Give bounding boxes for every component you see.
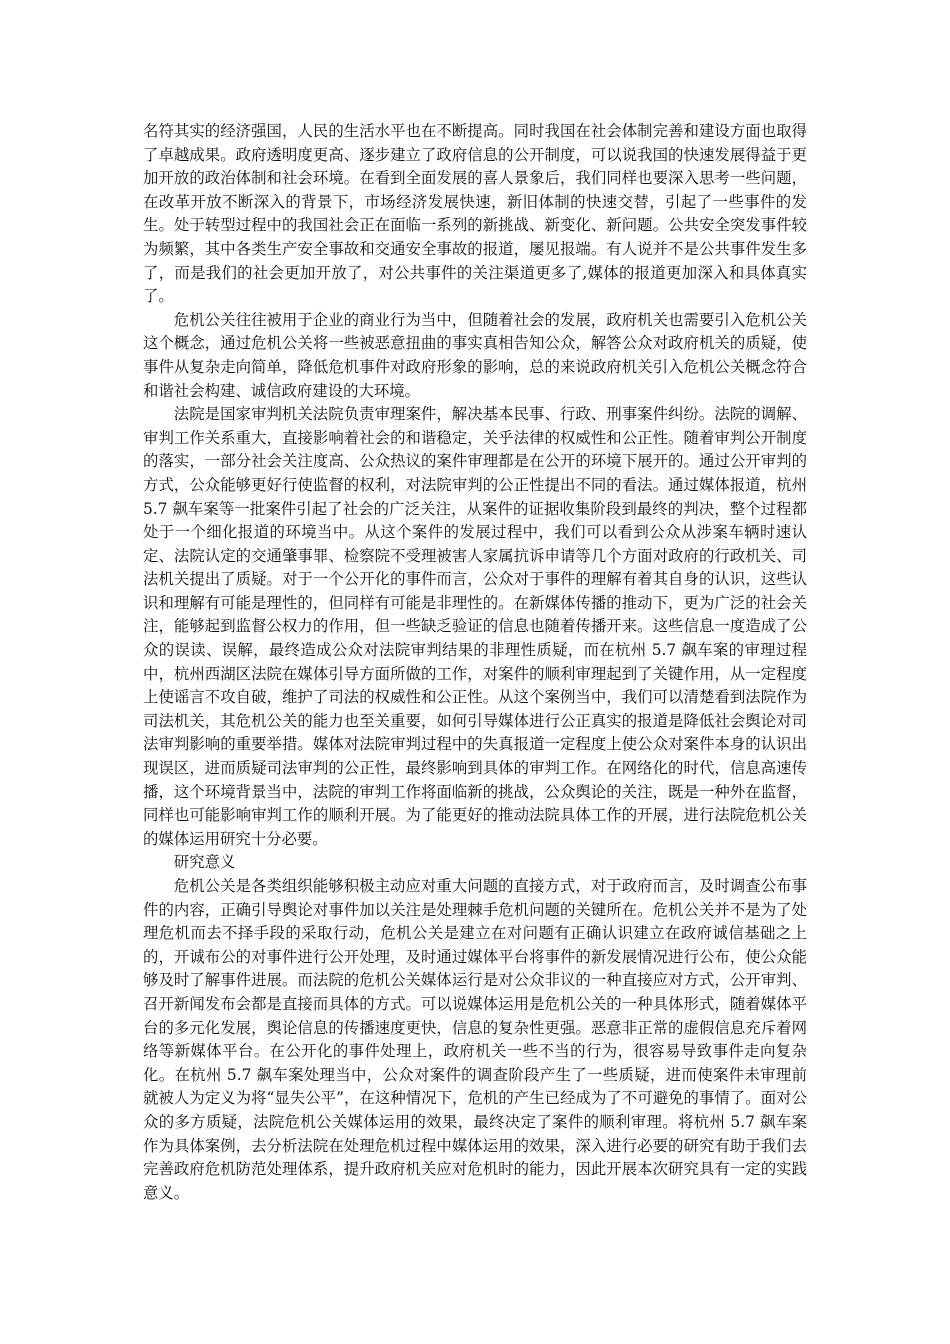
paragraph-economy: 名符其实的经济强国，人民的生活水平也在不断提高。同时我国在社会体制完善和建设方面也取得了卓越成果。政府透明度更高、逐步建立了政府信息的公开制度，可以说我国的快速发展得益于更加开放的政治体制和社会环境。在看到全面发展的喜人景象后，我们同样也要深入思考一些问题，在改革开放不断深入的背景下，市场经济发展快速，新旧体制的快速交替，引起了一些事件的发生。处于转型过程中的我国社会正在面临一系列的新挑战、新变化、新问题。公共安全突发事件较为频繁，其中各类生产安全事故和交通安全事故的报道，屡见报端。有人说并不是公共事件发生多了，而是我们的社会更加开放了，对公共事件的关注渠道更多了,媒体的报道更加深入和具体真实了。 [143,122,807,306]
section-heading-research-significance: 研究意义 [173,853,236,872]
paragraph-research-significance: 危机公关是各类组织能够积极主动应对重大问题的直接方式，对于政府而言，及时调查公布事件的内容，正确引导舆论对事件加以关注是处理棘手危机问题的关键所在。危机公关并不是为了处理危机而去不择手段的采取行动，危机公关是建立在对问题有正确认识建立在政府诚信基础之上的，开诚布公的对事件进行公开处理，及时通过媒体平台将事件的新发展情况进行公布，使公众能够及时了解事件进展。而法院的危机公关媒体运行是对公众非议的一种直接应对方式，公开审判、召开新闻发布会都是直接而具体的方式。可以说媒体运用是危机公关的一种具体形式，随着媒体平台的多元化发展，舆论信息的传播速度更快，信息的复杂性更强。恶意非正常的虚假信息充斥着网络等新媒体平台。在公开化的事件处理上，政府机关一些不当的行为，很容易导致事件走向复杂化。在杭州 5.7 飙车案处理当中，公众对案件的调查阶段产生了一些质疑，进而使案件未审理前就被人为定义为将“显失公平”，在这种情况下，危机的产生已经成为了不可避免的事情了。面对公众的多方质疑，法院危机公关媒体运用的效果，最终决定了案件的顺利审理。将杭州 5.7 飙车案作为具体案例，去分析法院在处理危机过程中媒体运用的效果，深入进行必要的研究有助于我们去完善政府危机防范处理体系，提升政府机关应对危机时的能力，因此开展本次研究具有一定的实践意义。 [143,877,807,1202]
paragraph-court: 法院是国家审判机关法院负责审理案件，解决基本民事、行政、刑事案件纠纷。法院的调解、审判工作关系重大，直接影响着社会的和谐稳定，关乎法律的权威性和公正性。随着审判公开制度的落实，一部分社会关注度高、公众热议的案件审理都是在公开的环境下展开的。通过公开审判的方式，公众能够更好行使监督的权利，对法院审判的公正性提出不同的看法。通过媒体报道，杭州 5.7 飙车案等一批案件引起了社会的广泛关注，从案件的证据收集阶段到最终的判决，整个过程都处于一个细化报道的环境当中。从这个案件的发展过程中，我们可以看到公众从涉案车辆时速认定、法院认定的交通肇事罪、检察院不受理被害人家属抗诉申请等几个方面对政府的行政机关、司法机关提出了质疑。对于一个公开化的事件而言，公众对于事件的理解有着其自身的认识，这些认识和理解有可能是理性的，但同样有可能是非理性的。在新媒体传播的推动下，更为广泛的社会关注，能够起到监督公权力的作用，但一些缺乏验证的信息也随着传播开来。这些信息一度造成了公众的误读、误解，最终造成公众对法院审判结果的非理性质疑，而在杭州 5.7 飙车案的审理过程中，杭州西湖区法院在媒体引导方面所做的工作，对案件的顺利审理起到了关键作用，从一定程度上使谣言不攻自破，维护了司法的权威性和公正性。从这个案例当中，我们可以清楚看到法院作为司法机关，其危机公关的能力也至关重要，如何引导媒体进行公正真实的报道是降低社会舆论对司法审判影响的重要举措。媒体对法院审判过程中的失真报道一定程度上使公众对案件本身的认识出现误区，进而质疑司法审判的公正性，最终影响到具体的审判工作。在网络化的时代，信息高速传播，这个环境背景当中，法院的审判工作将面临新的挑战，公众舆论的关注，既是一种外在监督，同样也可能影响审判工作的顺利开展。为了能更好的推动法院具体工作的开展，进行法院危机公关的媒体运用研究十分必要。 [143,405,807,848]
paragraph-crisis-pr: 危机公关往往被用于企业的商业行为当中，但随着社会的发展，政府机关也需要引入危机公关这个概念，通过危机公关将一些被恶意扭曲的事实真相告知公众，解答公众对政府机关的质疑，使事件从复杂走向简单，降低危机事件对政府形象的影响，总的来说政府机关引入危机公关概念符合和谐社会构建、诚信政府建设的大环境。 [143,310,807,400]
document-body [143,120,807,1205]
